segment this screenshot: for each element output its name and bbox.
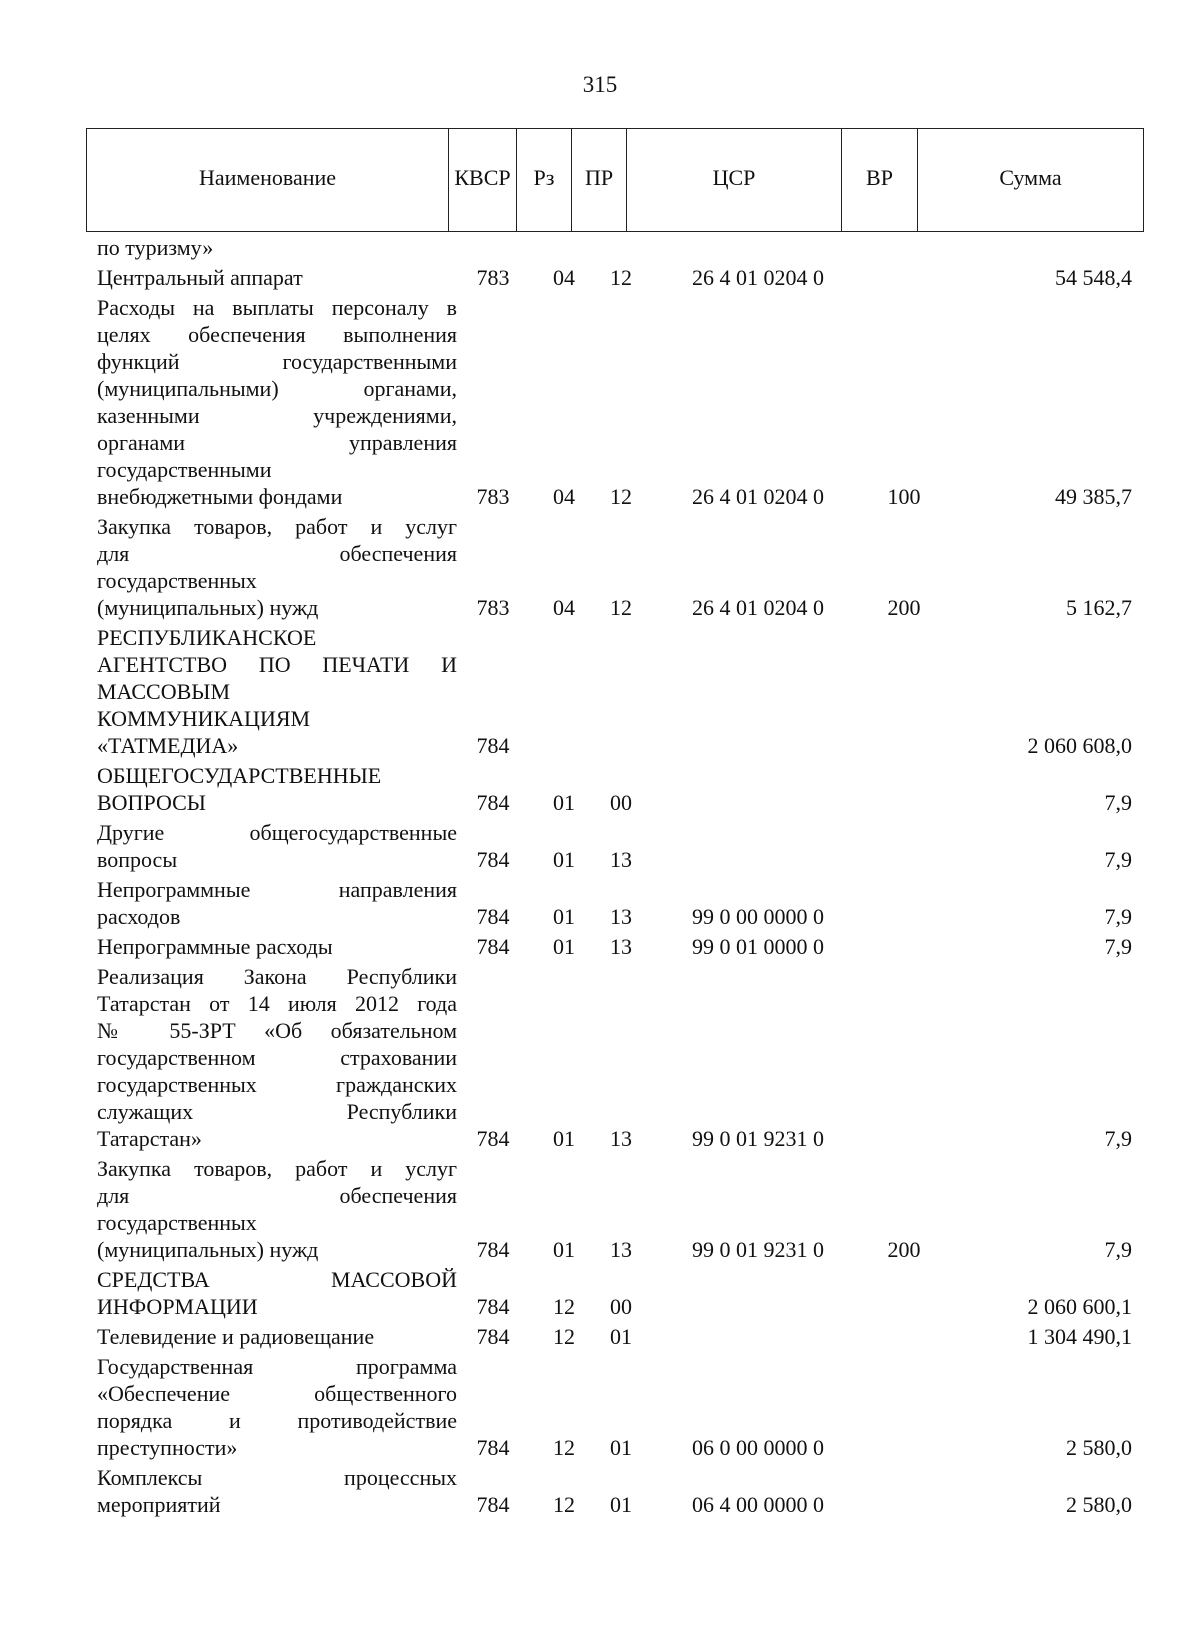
row-name-line: для обеспечения <box>97 541 457 566</box>
row-rz: 01 <box>553 1237 575 1262</box>
row-kvsr: 784 <box>476 733 510 758</box>
row-name-line: ВОПРОСЫ <box>97 790 206 815</box>
row-name <box>97 1155 457 1263</box>
row-name-line: государственными <box>97 457 272 482</box>
row-vr: 100 <box>887 484 921 509</box>
row-name-line: СРЕДСТВА МАССОВОЙ <box>97 1267 457 1292</box>
row-rz: 12 <box>553 1294 575 1319</box>
row-pr: 13 <box>610 904 632 929</box>
row-name-line: служащих Республики <box>97 1099 457 1124</box>
row-kvsr: 784 <box>476 790 510 815</box>
row-name-line: Другие общегосударственные <box>97 820 457 845</box>
row-csr: 26 4 01 0204 0 <box>692 595 824 620</box>
row-name-line: мероприятий <box>97 1492 221 1517</box>
row-kvsr: 784 <box>476 847 510 872</box>
row-name-line: Комплексы процессных <box>97 1465 457 1490</box>
row-sum: 2 060 600,1 <box>1027 1294 1132 1319</box>
row-pr: 12 <box>610 595 632 620</box>
table-row <box>0 1353 1200 1461</box>
row-csr: 26 4 01 0204 0 <box>692 484 824 509</box>
header-pr: ПР <box>572 129 627 231</box>
row-rz: 01 <box>553 790 575 815</box>
table-row <box>0 933 1200 960</box>
table-row <box>0 513 1200 621</box>
row-name-line: «ТАТМЕДИА» <box>97 733 239 758</box>
row-name-line: казенными учреждениями, <box>97 403 457 428</box>
row-rz: 01 <box>553 934 575 959</box>
row-name-line: Татарстан» <box>97 1126 202 1151</box>
page-number: 315 <box>582 72 618 97</box>
row-name-line: органами управления <box>97 430 457 455</box>
row-vr: 200 <box>887 595 921 620</box>
row-sum: 49 385,7 <box>1055 484 1132 509</box>
header-name: Наименование <box>87 129 449 231</box>
row-name-line: государственном страховании <box>97 1045 457 1070</box>
row-name-line: государственных <box>97 568 257 593</box>
row-name-line: АГЕНТСТВО ПО ПЕЧАТИ И <box>97 652 457 677</box>
header-vr: ВР <box>842 129 918 231</box>
row-pr: 01 <box>610 1492 632 1517</box>
table-row <box>0 1464 1200 1518</box>
row-sum: 7,9 <box>1104 934 1132 959</box>
row-pr: 00 <box>610 1294 632 1319</box>
row-name <box>97 1323 457 1350</box>
row-kvsr: 783 <box>476 265 510 290</box>
row-name-line: ИНФОРМАЦИИ <box>97 1294 258 1319</box>
row-name-line: порядка и противодействие <box>97 1408 457 1433</box>
row-name-line: Непрограммные направления <box>97 877 457 902</box>
table-header <box>86 128 1144 232</box>
row-csr: 06 0 00 0000 0 <box>692 1435 824 1460</box>
row-name-line: Непрограммные расходы <box>97 934 333 959</box>
row-name-line: целях обеспечения выполнения <box>97 322 457 347</box>
row-name <box>97 963 457 1152</box>
row-kvsr: 784 <box>476 1294 510 1319</box>
row-name-line: преступности» <box>97 1435 238 1460</box>
row-name <box>97 762 457 816</box>
row-name-line: внебюджетными фондами <box>97 484 343 509</box>
row-vr: 200 <box>887 1237 921 1262</box>
row-csr: 99 0 01 9231 0 <box>692 1126 824 1151</box>
row-kvsr: 784 <box>476 904 510 929</box>
row-name-line: Закупка товаров, работ и услуг <box>97 1156 457 1181</box>
row-name-line: Закупка товаров, работ и услуг <box>97 514 457 539</box>
header-rz: Рз <box>517 129 572 231</box>
row-name <box>97 234 457 261</box>
row-rz: 01 <box>553 904 575 929</box>
row-csr: 99 0 00 0000 0 <box>692 904 824 929</box>
row-kvsr: 783 <box>476 484 510 509</box>
row-pr: 13 <box>610 847 632 872</box>
table-body <box>0 234 1200 1521</box>
row-kvsr: 784 <box>476 1126 510 1151</box>
row-name-line: Расходы на выплаты персоналу в <box>97 295 457 320</box>
row-kvsr: 784 <box>476 1324 510 1349</box>
header-csr: ЦСР <box>627 129 842 231</box>
row-name-line: вопросы <box>97 847 178 872</box>
row-sum: 7,9 <box>1104 1237 1132 1262</box>
table-row <box>0 1323 1200 1350</box>
row-sum: 54 548,4 <box>1055 265 1132 290</box>
row-name-line: РЕСПУБЛИКАНСКОЕ <box>97 625 317 650</box>
row-name <box>97 624 457 759</box>
row-name-line: расходов <box>97 904 181 929</box>
row-name-line: ОБЩЕГОСУДАРСТВЕННЫЕ <box>97 763 382 788</box>
row-rz: 01 <box>553 1126 575 1151</box>
table-row <box>0 294 1200 510</box>
row-pr: 01 <box>610 1324 632 1349</box>
row-name-line: (муниципальными) органами, <box>97 376 457 401</box>
table-row <box>0 963 1200 1152</box>
row-name <box>97 294 457 510</box>
row-sum: 5 162,7 <box>1066 595 1132 620</box>
row-kvsr: 784 <box>476 1435 510 1460</box>
row-name <box>97 264 457 291</box>
row-pr: 13 <box>610 1126 632 1151</box>
row-name-line: государственных <box>97 1210 257 1235</box>
row-csr: 99 0 01 9231 0 <box>692 1237 824 1262</box>
row-rz: 12 <box>553 1324 575 1349</box>
row-sum: 7,9 <box>1104 790 1132 815</box>
row-name-line: функций государственными <box>97 349 457 374</box>
table-row <box>0 762 1200 816</box>
row-name <box>97 1464 457 1518</box>
row-kvsr: 783 <box>476 595 510 620</box>
row-rz: 12 <box>553 1435 575 1460</box>
row-name-line: государственных гражданских <box>97 1072 457 1097</box>
row-sum: 7,9 <box>1104 1126 1132 1151</box>
table-row <box>0 234 1200 261</box>
row-rz: 01 <box>553 847 575 872</box>
row-name-line: МАССОВЫМ <box>97 679 231 704</box>
table-row <box>0 876 1200 930</box>
header-sum: Сумма <box>999 165 1062 190</box>
row-sum: 2 060 608,0 <box>1027 733 1132 758</box>
row-name <box>97 1353 457 1461</box>
row-rz: 04 <box>553 265 575 290</box>
row-kvsr: 784 <box>476 1237 510 1262</box>
row-name-line: Государственная программа <box>97 1354 457 1379</box>
row-kvsr: 784 <box>476 934 510 959</box>
row-name-line: Центральный аппарат <box>97 265 303 290</box>
row-name-line: (муниципальных) нужд <box>97 595 319 620</box>
header-kvsr: КВСР <box>449 129 517 231</box>
row-kvsr: 784 <box>476 1492 510 1517</box>
table-row <box>0 1266 1200 1320</box>
row-name <box>97 1266 457 1320</box>
row-name <box>97 933 457 960</box>
row-name-line: № 55-ЗРТ «Об обязательном <box>97 1018 457 1043</box>
row-name-line: Телевидение и радиовещание <box>97 1324 375 1349</box>
table-row <box>0 1155 1200 1263</box>
row-name-line: для обеспечения <box>97 1183 457 1208</box>
row-csr: 26 4 01 0204 0 <box>692 265 824 290</box>
row-sum: 7,9 <box>1104 904 1132 929</box>
row-csr: 06 4 00 0000 0 <box>692 1492 824 1517</box>
row-rz: 12 <box>553 1492 575 1517</box>
row-sum: 2 580,0 <box>1066 1492 1132 1517</box>
row-name <box>97 819 457 873</box>
table-row <box>0 264 1200 291</box>
row-name <box>97 513 457 621</box>
row-sum: 7,9 <box>1104 847 1132 872</box>
row-name-line: по туризму» <box>97 235 214 260</box>
row-pr: 13 <box>610 1237 632 1262</box>
row-pr: 12 <box>610 484 632 509</box>
table-row <box>0 624 1200 759</box>
table-row <box>0 819 1200 873</box>
row-name-line: «Обеспечение общественного <box>97 1381 457 1406</box>
row-name-line: (муниципальных) нужд <box>97 1237 319 1262</box>
row-rz: 04 <box>553 595 575 620</box>
row-csr: 99 0 01 0000 0 <box>692 934 824 959</box>
row-sum: 2 580,0 <box>1066 1435 1132 1460</box>
row-name-line: Татарстан от 14 июля 2012 года <box>97 991 457 1016</box>
row-pr: 01 <box>610 1435 632 1460</box>
row-sum: 1 304 490,1 <box>1027 1324 1132 1349</box>
row-name-line: КОММУНИКАЦИЯМ <box>97 706 311 731</box>
row-pr: 13 <box>610 934 632 959</box>
row-pr: 12 <box>610 265 632 290</box>
row-name-line: Реализация Закона Республики <box>97 964 457 989</box>
row-pr: 00 <box>610 790 632 815</box>
row-rz: 04 <box>553 484 575 509</box>
row-name <box>97 876 457 930</box>
